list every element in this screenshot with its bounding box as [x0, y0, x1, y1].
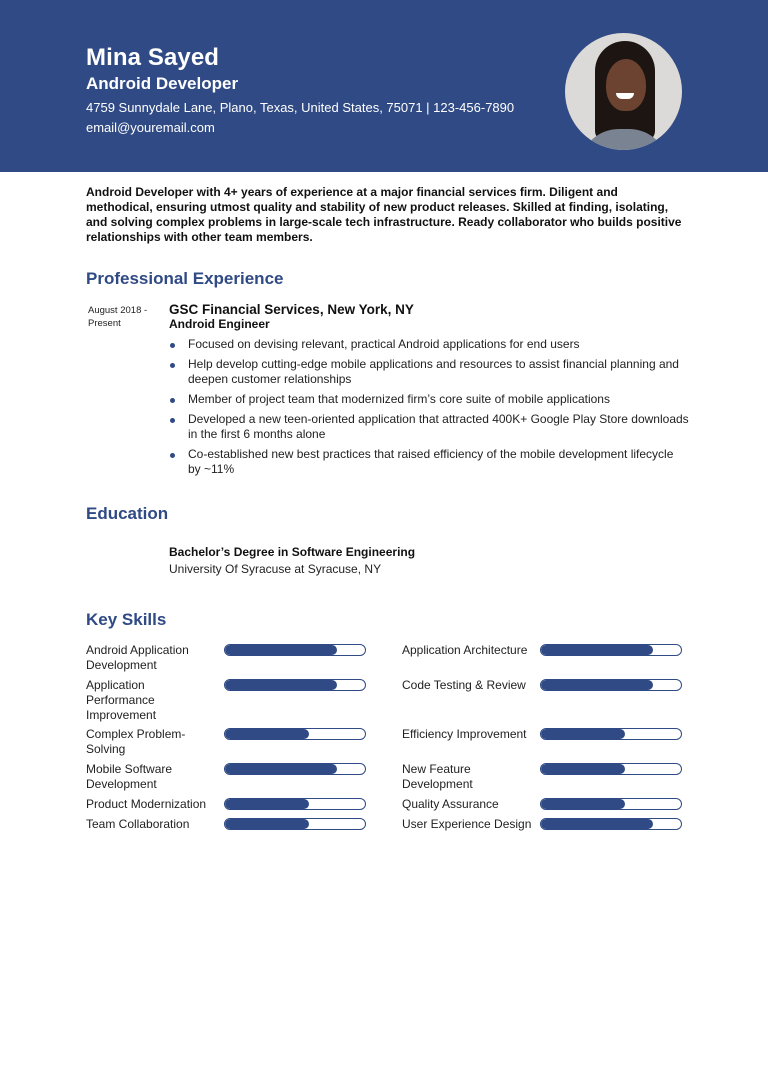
skill-level-bar — [540, 728, 682, 740]
job-bullet — [169, 447, 689, 477]
skill-label: Application Performance Improvement — [86, 678, 157, 722]
bullet-dot-icon — [170, 418, 175, 423]
contact-info: 4759 Sunnydale Lane, Plano, Texas, United States, 75071 | 123-456-7890 — [86, 100, 515, 115]
skill-level-bar — [224, 644, 366, 656]
skill-level-bar — [224, 679, 366, 691]
skill-label: Application Architecture — [402, 643, 528, 657]
skill-level-bar — [540, 763, 682, 775]
skill-label: Quality Assurance — [402, 797, 499, 811]
skill-label: Complex Problem-Solving — [86, 727, 186, 756]
skill-label: Team Collaboration — [86, 817, 190, 831]
skill-level-fill — [541, 680, 653, 690]
skill-label: Product Modernization — [86, 797, 207, 811]
skill-level-bar — [224, 798, 366, 810]
photo-shoulders — [579, 129, 669, 150]
skill-level-fill — [541, 645, 653, 655]
bullet-dot-icon — [170, 453, 175, 458]
skill-level-fill — [225, 764, 337, 774]
job-date: August 2018 - Present — [88, 305, 148, 329]
skill-level-fill — [541, 799, 625, 809]
skill-label: Android Application Development — [86, 643, 189, 672]
job-bullet — [169, 412, 689, 442]
skill-label: Mobile Software Development — [86, 762, 173, 791]
bullet-dot-icon — [170, 398, 175, 403]
skill-level-bar — [540, 679, 682, 691]
job-bullets — [169, 337, 689, 482]
skill-level-bar — [540, 644, 682, 656]
bullet-text: Developed a new teen-oriented application that attracted 400K+ Google Play Store downloads in the first 6 months alone — [188, 412, 689, 441]
section-heading-education: Education — [86, 504, 169, 523]
bullet-text: Co-established new best practices that raised efficiency of the mobile development lifecycle by ~11% — [188, 447, 674, 476]
skill-label: User Experience Design — [402, 817, 532, 831]
skill-level-bar — [540, 818, 682, 830]
skill-label: New Feature Development — [402, 762, 473, 791]
skill-level-fill — [541, 764, 625, 774]
skill-label: Efficiency Improvement — [402, 727, 527, 741]
section-heading-skills: Key Skills — [86, 610, 167, 629]
profile-photo — [565, 33, 682, 150]
skill-level-fill — [225, 645, 337, 655]
professional-summary: Android Developer with 4+ years of experience at a major financial services firm. Diligent and methodical, ensuring utmost quality and stability of new product releases. Skilled at finding, isolating, and solving complex problems in large-scale tech infrastructure. Ready collaborator who builds positive relationships with other team members. — [86, 185, 682, 244]
skill-level-bar — [224, 728, 366, 740]
bullet-text: Help develop cutting-edge mobile applications and resources to assist financial planning and deepen customer relationships — [188, 357, 679, 386]
skill-label: Code Testing & Review — [402, 678, 526, 692]
job-bullet — [169, 392, 689, 407]
skill-level-bar — [224, 763, 366, 775]
skill-level-bar — [224, 818, 366, 830]
skill-level-fill — [225, 729, 309, 739]
candidate-title: Android Developer — [86, 74, 239, 93]
skill-level-fill — [541, 819, 653, 829]
header-banner — [0, 0, 768, 172]
skill-level-fill — [541, 729, 625, 739]
email-address: email@youremail.com — [86, 120, 215, 135]
skill-level-fill — [225, 819, 309, 829]
education-school: University Of Syracuse at Syracuse, NY — [169, 562, 382, 576]
bullet-text: Member of project team that modernized firm’s core suite of mobile applications — [188, 392, 610, 406]
job-bullet — [169, 357, 689, 387]
photo-face — [606, 59, 646, 111]
job-role: Android Engineer — [169, 317, 270, 331]
skill-level-fill — [225, 680, 337, 690]
section-heading-experience: Professional Experience — [86, 269, 284, 288]
skill-level-bar — [540, 798, 682, 810]
bullet-dot-icon — [170, 343, 175, 348]
bullet-text: Focused on devising relevant, practical Android applications for end users — [188, 337, 580, 351]
candidate-name: Mina Sayed — [86, 44, 220, 71]
job-bullet — [169, 337, 689, 352]
education-degree: Bachelor’s Degree in Software Engineering — [169, 545, 416, 559]
bullet-dot-icon — [170, 363, 175, 368]
skill-level-fill — [225, 799, 309, 809]
job-company: GSC Financial Services, New York, NY — [169, 302, 414, 317]
